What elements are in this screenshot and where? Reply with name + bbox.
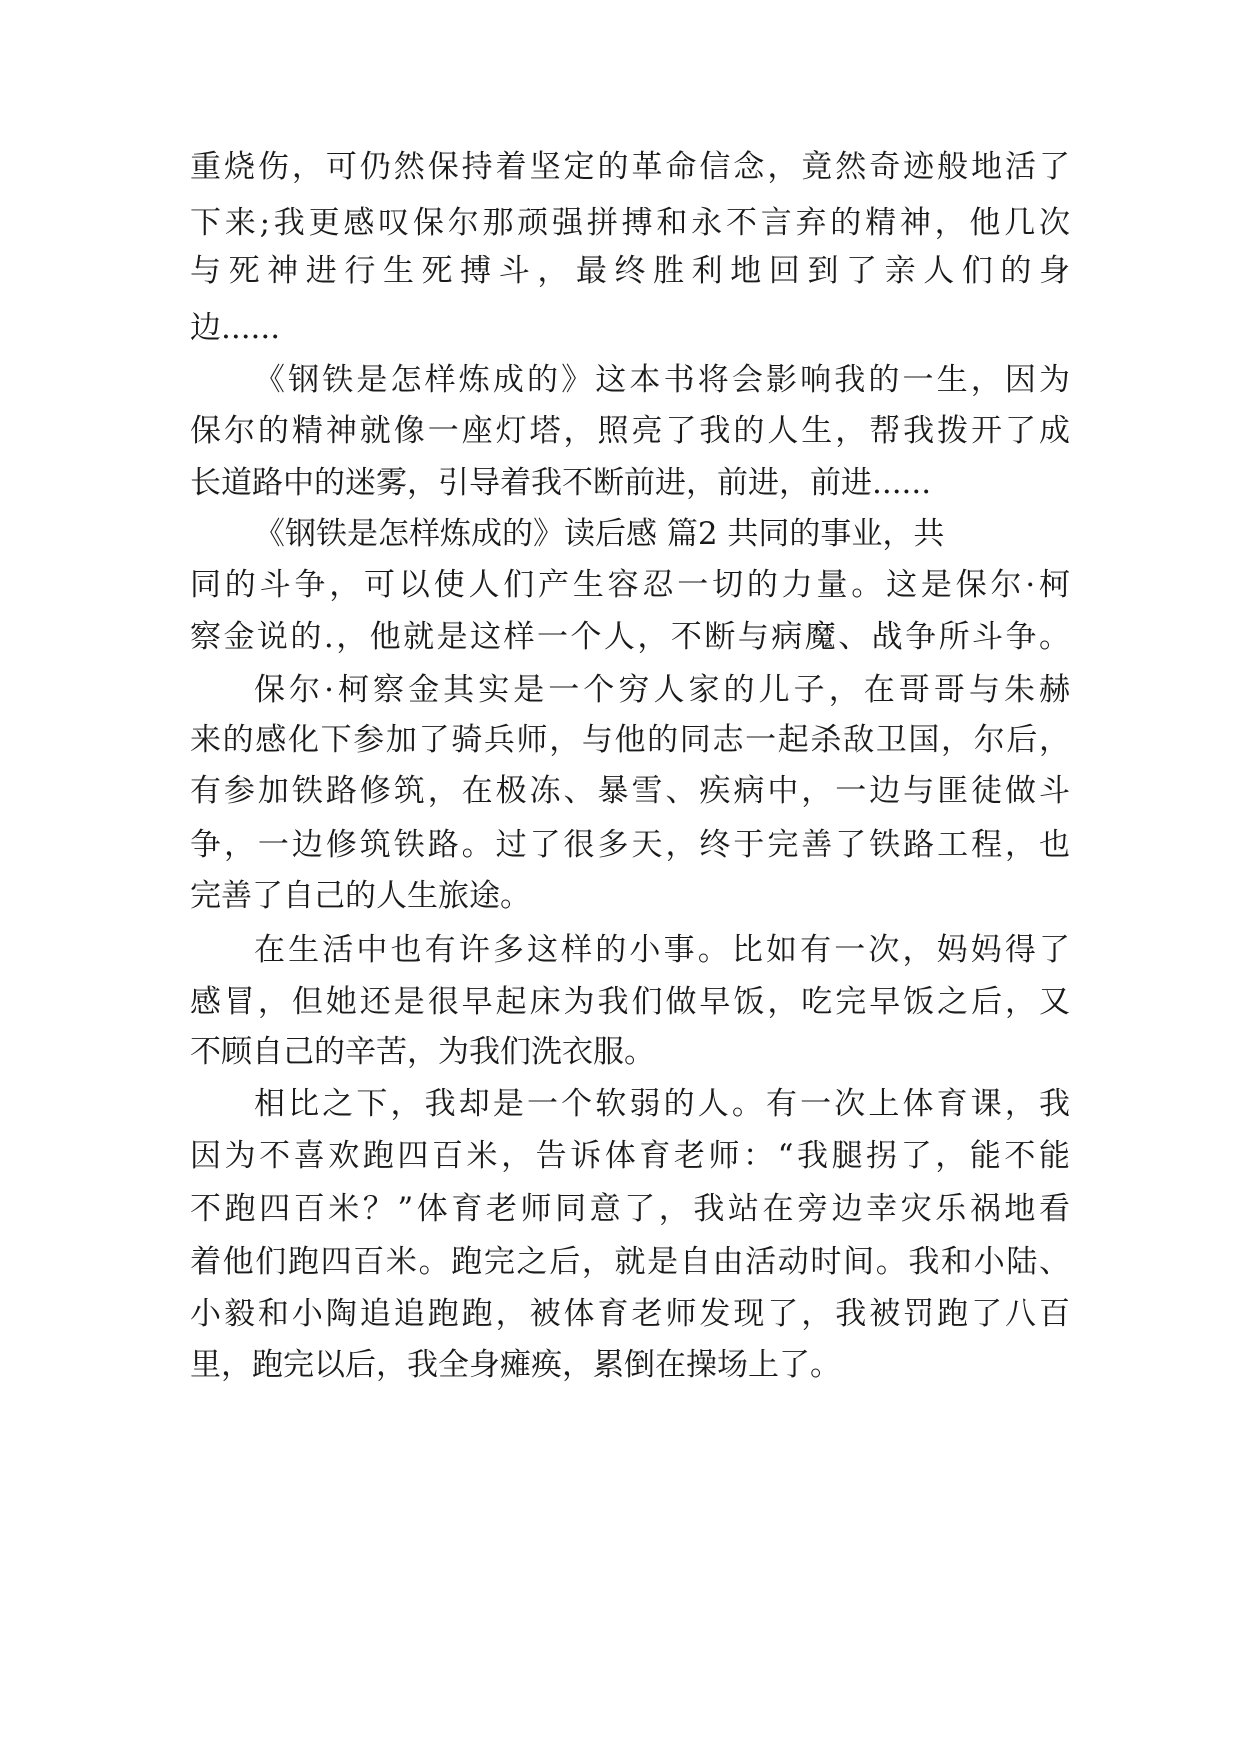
text-line: 着他们跑四百米。跑完之后，就是自由活动时间。我和小陆、 <box>190 1244 1070 1280</box>
text-line: 在生活中也有许多这样的小事。比如有一次，妈妈得了 <box>254 932 1070 968</box>
text-line: 《钢铁是怎样炼成的》这本书将会影响我的一生，因为 <box>254 362 1070 398</box>
text-line: 来的感化下参加了骑兵师，与他的同志一起杀敌卫国，尔后， <box>190 722 1070 758</box>
text-line: 重烧伤，可仍然保持着坚定的革命信念，竟然奇迹般地活了 <box>190 149 1070 185</box>
text-line: 保尔的精神就像一座灯塔，照亮了我的人生，帮我拨开了成 <box>190 413 1070 449</box>
text-line: 有参加铁路修筑，在极冻、暴雪、疾病中，一边与匪徒做斗 <box>190 773 1070 809</box>
text-line: 感冒，但她还是很早起床为我们做早饭，吃完早饭之后，又 <box>190 984 1070 1020</box>
text-line: 里，跑完以后，我全身瘫痪，累倒在操场上了。 <box>190 1347 841 1383</box>
text-line: 与死神进行生死搏斗，最终胜利地回到了亲人们的身 <box>190 253 1070 289</box>
text-line: 长道路中的迷雾，引导着我不断前进，前进，前进...... <box>190 465 932 501</box>
text-line: 《钢铁是怎样炼成的》读后感 篇2 共同的事业，共 <box>254 516 945 552</box>
text-line: 不顾自己的辛苦，为我们洗衣服。 <box>190 1034 655 1070</box>
text-line: 下来;我更感叹保尔那顽强拼搏和永不言弃的精神，他几次 <box>190 205 1070 241</box>
text-line: 相比之下，我却是一个软弱的人。有一次上体育课，我 <box>254 1086 1070 1122</box>
text-line: 争，一边修筑铁路。过了很多天，终于完善了铁路工程，也 <box>190 827 1070 863</box>
text-line: 察金说的.，他就是这样一个人，不断与病魔、战争所斗争。 <box>190 619 1070 655</box>
text-line: 同的斗争，可以使人们产生容忍一切的力量。这是保尔·柯 <box>190 567 1070 603</box>
text-line: 完善了自己的人生旅途。 <box>190 878 531 914</box>
text-line: 保尔·柯察金其实是一个穷人家的儿子，在哥哥与朱赫 <box>254 672 1070 708</box>
text-line: 边...... <box>190 310 281 346</box>
text-line: 不跑四百米？”体育老师同意了，我站在旁边幸灾乐祸地看 <box>190 1191 1070 1227</box>
text-line: 小毅和小陶追追跑跑，被体育老师发现了，我被罚跑了八百 <box>190 1296 1070 1332</box>
text-line: 因为不喜欢跑四百米，告诉体育老师：“我腿拐了，能不能 <box>190 1138 1070 1174</box>
